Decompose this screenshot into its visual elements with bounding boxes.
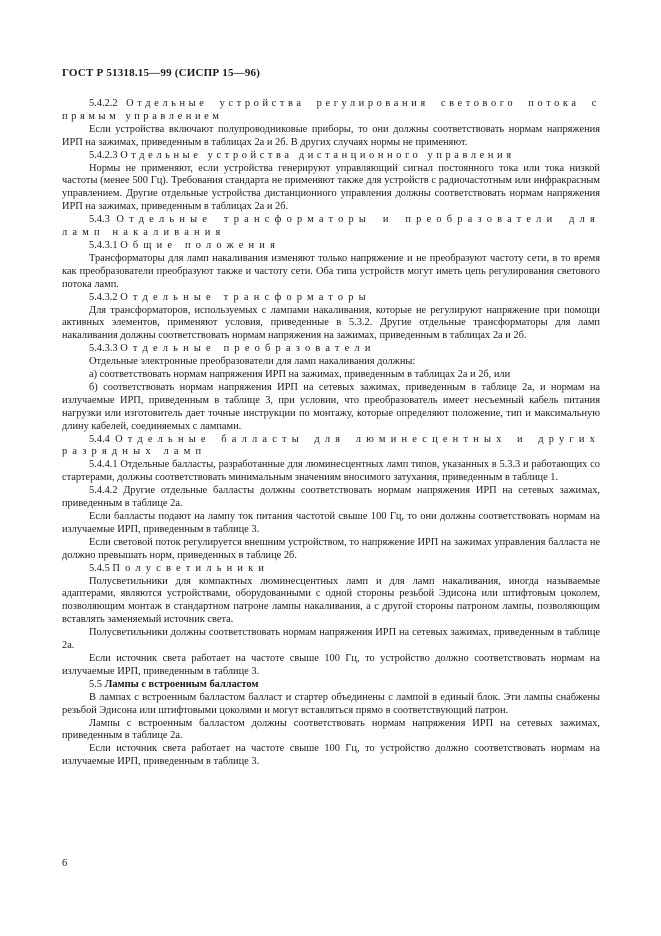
section-title: Отдельные преобразователи [120,343,376,355]
document-header: ГОСТ Р 51318.15—99 (СИСПР 15—96) [62,67,261,79]
paragraph: Полусветильники для компактных люминесцентных ламп и для ламп накаливания, иногда называемые адаптерами, являются устройствами, оборудованными с одной стороны резьбой Эдисона или штифтовым цоколем, позволяющим монтаж в стандартном патроне лампы накаливания, а с другой стороны патроном лампы, позволяющим вставлять заменяемый источник света. [62,575,600,626]
section-heading [62,679,600,692]
section-number: 5.4.3 [89,214,110,226]
section-number: 5.4.2.2 [89,98,118,109]
section-title: Общие положения [120,239,281,251]
section-heading [62,563,600,576]
section-title: Лампы с встроенным балластом [104,678,259,690]
paragraph: Если источник света работает на частоте свыше 100 Гц, то устройство должно соответствовать нормам на излучаемые ИРП, приведенным в таблице 3. [62,743,600,768]
paragraph: В лампах с встроенным балластом балласт и стартер объединены с лампой в единый блок. Эти лампы снабжены резьбой Эдисона или штифтовыми цоколями и могут вставляться прямо в соответствующий патрон. [62,691,600,716]
section-title: Отдельные балласты для люминесцентных и других разрядных ламп [62,433,600,458]
section-number: 5.4.5 [89,562,110,574]
section-number: 5.5 [89,678,102,690]
section-heading [62,343,600,356]
list-item: а) соответствовать нормам напряжения ИРП на зажимах, приведенным в таблицах 2а и 2б, или [89,369,511,381]
section-title: Полусветильники [112,562,270,574]
section-number: 5.4.3.2 [89,291,118,303]
paragraph: Если балласты подают на лампу ток питания частотой свыше 100 Гц, то они должны соответствовать нормам на излучаемые ИРП, приведенным в таблице 3. [62,511,600,535]
paragraph: Нормы не применяют, если устройства генерируют управляющий сигнал постоянного тока или тока низкой частоты (менее 500 Гц). Требования стандарта не применяют также для устройств с радиочастотным или инфракрасным управлением. Другие отдельные устройства дистанционного управления должны соответствовать нормам напряжения ИРП на зажимах, приведенным в таблицах 2а и 2б. [62,162,600,213]
page-number: 6 [62,858,68,869]
paragraph: Трансформаторы для ламп накаливания изменяют только напряжение и не преобразуют частоту сети, в то время как преобразователи преобразуют также и частоту сети. Оба типа устройств могут иметь цепь регулирования светового потока ламп. [62,252,600,290]
section-heading [62,434,600,460]
paragraph: Полусветильники должны соответствовать нормам напряжения ИРП на сетевых зажимах, приведенным в таблице 2а. [62,627,600,652]
section-title: Отдельные устройства регулирования светового потока с прямым управлением [62,98,600,122]
paragraph: Если световой поток регулируется внешним устройством, то напряжение ИРП на зажимах управления балласта не должно превышать норм, приведенных в таблице 2б. [62,536,600,561]
section-number: 5.4.3.3 [89,343,118,355]
section-title: Отдельные трансформаторы [120,291,371,303]
paragraph: Если источник света работает на частоте свыше 100 Гц, то устройство должно соответствовать нормам на излучаемые ИРП, приведенным в таблице 3. [62,652,600,677]
paragraph: Для трансформаторов, используемых с лампами накаливания, которые не регулируют напряжение при помощи активных элементов, применяют условия, приведенные в 5.3.2. Другие отдельные трансформаторы для ламп накаливания должны соответствовать нормам напряжения на зажимах, приведенным в таблицах 2а и 2б. [62,304,600,342]
section-heading [62,240,600,253]
list-item: б) соответствовать нормам напряжения ИРП на сетевых зажимах, приведенным в таблице 2а, и нормам на излучаемые ИРП, приведенным в таблице 3, при условии, что преобразователь имеет несъемный кабель питания нагрузки или изготовитель дает точные инструкции по монтажу, которые определяют положение, тип и максимальную длину кабелей, соединяемых с лампами. [62,381,600,432]
section-heading [62,98,600,124]
section-number: 5.4.3.1 [89,239,118,251]
section-heading [62,214,600,240]
paragraph: Если устройства включают полупроводниковые приборы, то они должны соответствовать нормам напряжения ИРП на зажимах, приведенным в таблицах 2а и 2б. В других случаях нормы не применяют. [62,123,600,148]
section-heading [62,150,600,163]
section-number: 5.4.4 [89,433,110,445]
section-title: Отдельные устройства дистанционного управления [120,149,515,161]
paragraph: Отдельные электронные преобразователи для ламп накаливания должны: [89,356,416,368]
paragraph: 5.4.4.1 Отдельные балласты, разработанные для люминесцентных ламп типов, указанных в 5.3.3 и работающих со стартерами, должны соответствовать минимальным значениям вносимого затухания, приведенным в таблице 1. [62,459,600,484]
section-heading [62,292,600,305]
paragraph: 5.4.4.2 Другие отдельные балласты должны соответствовать нормам напряжения ИРП на сетевых зажимах, приведенным в таблице 2а. [62,485,600,510]
section-number: 5.4.2.3 [89,149,118,161]
section-title: Отдельные трансформаторы и преобразователи для ламп накаливания [62,214,600,239]
paragraph: Лампы с встроенным балластом должны соответствовать нормам напряжения ИРП на сетевых зажимах, приведенным в таблице 2а. [62,717,600,742]
document-body [62,98,600,769]
